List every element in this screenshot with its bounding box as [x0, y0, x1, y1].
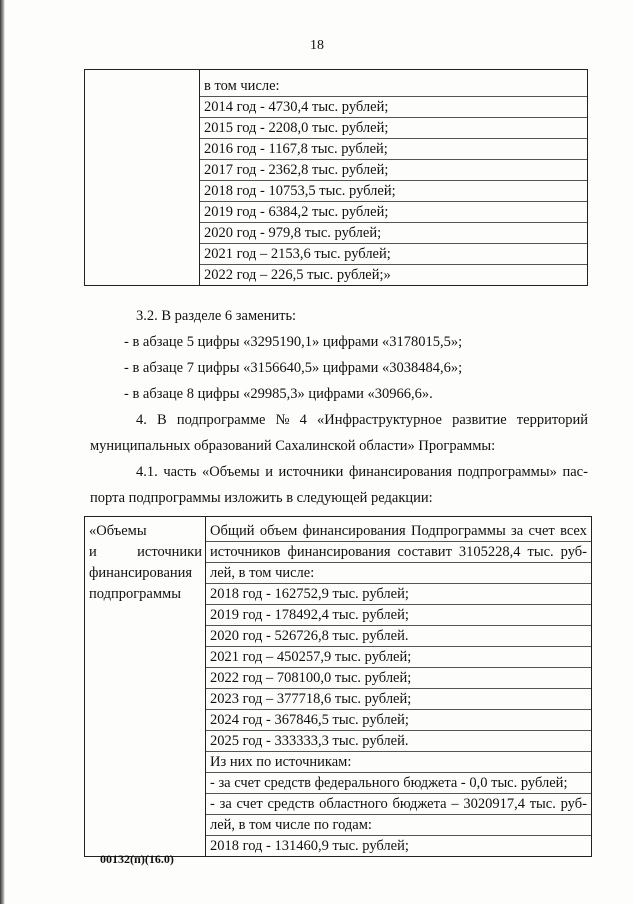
- word: областного: [319, 796, 388, 812]
- word: и: [265, 464, 273, 480]
- table-line: [206, 794, 591, 815]
- paragraph-abzac-8: - в абзаце 8 цифры «29985,3» цифрами «30966,6».: [124, 386, 433, 402]
- word: финансирования: [287, 544, 391, 560]
- word: 3020917,4: [463, 796, 525, 812]
- word: тыс.: [527, 544, 554, 560]
- word: развитие: [452, 412, 507, 428]
- table-line: лей, в том числе:: [206, 563, 591, 584]
- document-code: 00132(п)(16.0): [100, 852, 174, 866]
- table-line: Из них по источникам:: [206, 752, 591, 773]
- word: Общий: [210, 523, 255, 539]
- word: Подпрограммы: [411, 523, 506, 539]
- word: пас-: [562, 464, 588, 480]
- word: за: [219, 796, 232, 812]
- table-line: 2014 год - 4730,4 тыс. рублей;: [200, 97, 587, 118]
- table-line: 2022 год – 708100,0 тыс. рублей;: [206, 668, 591, 689]
- table-line: 2018 год - 10753,5 тыс. рублей;: [200, 181, 587, 202]
- word: руб-: [560, 544, 587, 560]
- scan-left-edge: [0, 0, 5, 904]
- paragraph-abzac-7: - в абзаце 7 цифры «3156640,5» цифрами «3038484,6»;: [124, 360, 463, 376]
- table-value-cell: [200, 70, 588, 286]
- word: №: [275, 412, 290, 428]
- label-line: подпрограммы: [89, 586, 181, 602]
- word: счет: [528, 523, 555, 539]
- table-value-cell: [206, 517, 592, 857]
- table-line: 2017 год - 2362,8 тыс. рублей;: [200, 160, 587, 181]
- word: 4.1.: [136, 464, 158, 480]
- word: источников: [210, 544, 281, 560]
- financing-table-continuation: [84, 69, 588, 286]
- paragraph-4-line1: [136, 410, 588, 430]
- word: -: [210, 796, 215, 812]
- word: за: [511, 523, 524, 539]
- word: подпрограммы»: [457, 464, 557, 480]
- table-line: 2025 год - 333333,3 тыс. рублей.: [206, 731, 591, 752]
- paragraph-4-1-line1: [136, 462, 588, 482]
- word: В: [157, 412, 167, 428]
- table-line: [206, 542, 591, 563]
- table-label-cell: [85, 517, 206, 857]
- table-line: [206, 521, 591, 542]
- table-line: 2021 год – 450257,9 тыс. рублей;: [206, 647, 591, 668]
- page-number: 18: [310, 38, 324, 53]
- paragraph-4-line2: муниципальных образований Сахалинской области» Программы:: [90, 438, 496, 454]
- word: финансирования: [302, 523, 406, 539]
- word: источники: [137, 544, 202, 560]
- word: подпрограмме: [176, 412, 266, 428]
- word: «Объемы: [202, 464, 260, 480]
- label-line: «Объемы: [89, 523, 147, 539]
- table-line: 2023 год – 377718,6 тыс. рублей;: [206, 689, 591, 710]
- table-line: лей, в том числе по годам:: [206, 815, 591, 836]
- word: 4: [299, 412, 307, 428]
- word: 3105228,4: [458, 544, 521, 560]
- word: территорий: [516, 412, 588, 428]
- table-label-cell-empty: [85, 70, 200, 286]
- table-line: 2016 год - 1167,8 тыс. рублей;: [200, 139, 587, 160]
- word: и: [89, 544, 97, 560]
- label-line: [89, 542, 202, 563]
- paragraph-4-1-line2: порта подпрограммы изложить в следующей редакции:: [90, 490, 433, 506]
- word: источники: [278, 464, 344, 480]
- table-line: 2021 год – 2153,6 тыс. рублей;: [200, 244, 587, 265]
- word: составит: [397, 544, 452, 560]
- label-line: финансирования: [89, 565, 193, 581]
- word: руб-: [560, 796, 587, 812]
- table-line: 2018 год - 131460,9 тыс. рублей;: [210, 838, 409, 854]
- word: объем: [259, 523, 298, 539]
- word: тыс.: [529, 796, 556, 812]
- table-line: 2018 год - 162752,9 тыс. рублей;: [206, 584, 591, 605]
- paragraph-abzac-5: - в абзаце 5 цифры «3295190,1» цифрами «3178015,5»;: [124, 334, 463, 350]
- word: финансирования: [348, 464, 453, 480]
- table-line: 2020 год - 979,8 тыс. рублей;: [200, 223, 587, 244]
- word: «Инфраструктурное: [317, 412, 442, 428]
- table-line: 2024 год - 367846,5 тыс. рублей;: [206, 710, 591, 731]
- table-line: 2022 год – 226,5 тыс. рублей;»: [204, 267, 391, 283]
- word: всех: [560, 523, 587, 539]
- paragraph-3-2: 3.2. В разделе 6 заменить:: [136, 308, 297, 324]
- table-line: 2019 год - 6384,2 тыс. рублей;: [200, 202, 587, 223]
- word: средств: [267, 796, 315, 812]
- word: –: [451, 796, 459, 812]
- word: бюджета: [392, 796, 447, 812]
- table-line: 2020 год - 526726,8 тыс. рублей.: [206, 626, 591, 647]
- word: 4.: [136, 412, 147, 428]
- word: счет: [236, 796, 263, 812]
- table-line: в том числе:: [200, 76, 587, 97]
- word: часть: [163, 464, 197, 480]
- table-line: - за счет средств федерального бюджета - 0,0 тыс. рублей;: [206, 773, 591, 794]
- table-line: 2015 год - 2208,0 тыс. рублей;: [200, 118, 587, 139]
- table-line: 2019 год - 178492,4 тыс. рублей;: [206, 605, 591, 626]
- subprogram-financing-table: [84, 516, 592, 857]
